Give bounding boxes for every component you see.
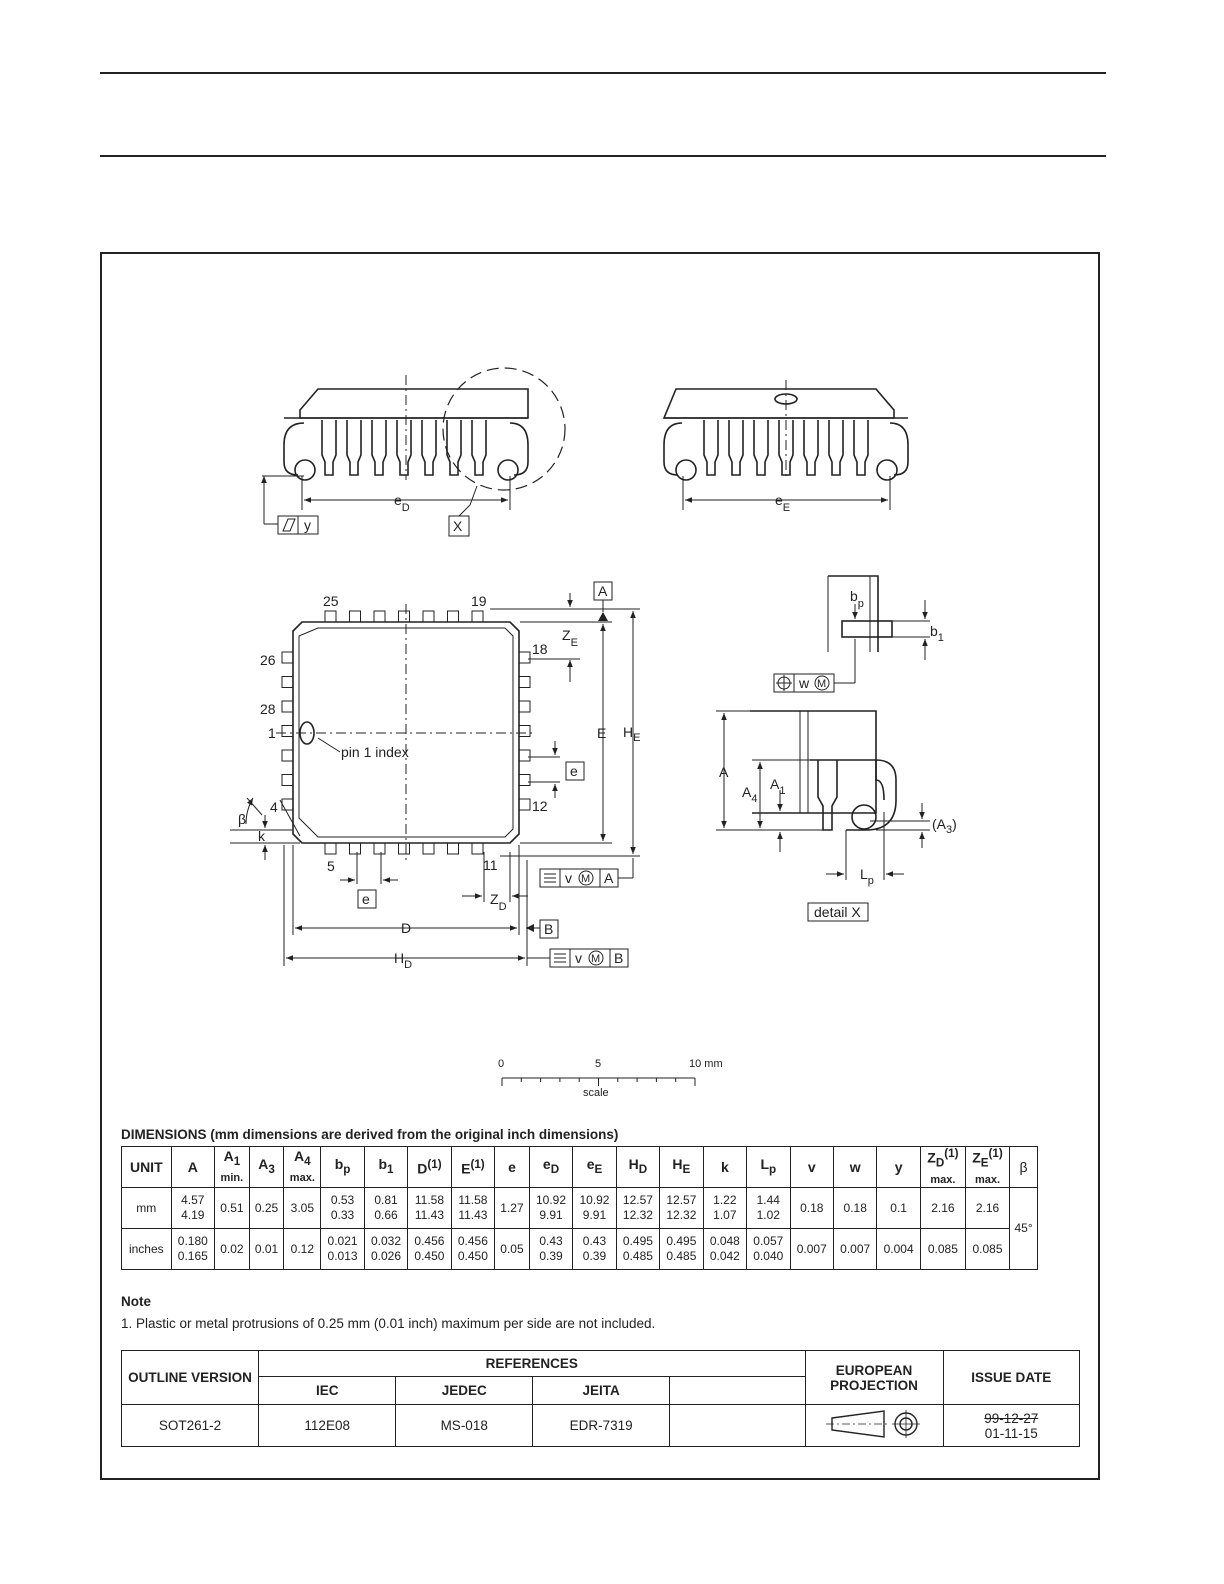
pin-28-label: 28: [260, 701, 276, 717]
svg-text:10 mm: 10 mm: [689, 1058, 723, 1070]
package-lead: [397, 420, 411, 475]
pin-top: [448, 611, 459, 622]
ZD-label: $Z_D$: [490, 891, 507, 913]
pin-left: [282, 652, 293, 663]
pin-top: [350, 611, 361, 622]
dimensions-inches-row: inches 0.180 0.165 0.02 0.01 0.12 0.021 0.013 0.032 0.026 0.456 0.450 0.456 0.450 0.05 0.43 0.39 0.43 0.39 0.495 0.485 0.495 0.485 0.048 0.042 0.057 0.040 0.007 0.007 0.004 0.085 0.085: [122, 1229, 1038, 1270]
A4-label: $A_4$: [742, 784, 758, 805]
package-lead: [372, 420, 386, 475]
package-lead: [472, 420, 486, 475]
beta-value: 45°: [1010, 1188, 1038, 1270]
svg-text:v: v: [575, 950, 582, 966]
pitch-e-box-right: e: [570, 763, 578, 779]
pin-bottom: [374, 843, 385, 854]
svg-text:M: M: [581, 873, 591, 885]
k-label: k: [258, 828, 265, 844]
svg-text:scale: scale: [583, 1087, 609, 1099]
svg-text:A: A: [604, 870, 614, 886]
pin-bottom: [448, 843, 459, 854]
eD-label: $e_D$: [394, 492, 410, 514]
eE-label: $e_E$: [775, 492, 791, 514]
dimensions-header-row: UNIT A $A_1$ min. $A_3$ $A_4$ max. $b_p$ $b_1$ $D^{(1)}$ $E^{(1)}$ e $e_D$ $e_E$ $H_D$ $H_E$ k $L_p$ v w y $Z_D^{(1)}$ max. $Z_E^{(1)}$ max. β: [122, 1147, 1038, 1188]
dimensions-table: [121, 1146, 1038, 1270]
issue-date-new: 01-11-15: [984, 1425, 1038, 1441]
package-lead: [704, 420, 718, 475]
package-lead: [854, 420, 868, 475]
detail-x-label: detail X: [814, 904, 861, 920]
pin-25-label: 25: [323, 593, 339, 609]
svg-text:0: 0: [498, 1058, 505, 1070]
references-table: OUTLINE VERSION REFERENCES EUROPEAN PROJECTION ISSUE DATE IEC JEDEC JEITA SOT261-2 112E08 MS-018 EDR-7319 99-12-27 01-11-15: [121, 1350, 1080, 1447]
E-dimension-label: E: [597, 725, 607, 741]
ZE-label: $Z_E$: [562, 627, 578, 649]
A-dimension-label: A: [719, 764, 729, 780]
svg-text:M: M: [817, 678, 827, 690]
pin-right: [519, 775, 530, 786]
b1-label: $b_1$: [930, 623, 944, 644]
D-dimension-label: D: [401, 920, 412, 936]
pin-right: [519, 677, 530, 688]
pin-top: [472, 611, 483, 622]
pin-left: [282, 701, 293, 712]
datum-a-box: A: [598, 583, 608, 599]
pin-right: [519, 726, 530, 737]
svg-text:w: w: [799, 675, 810, 691]
pin-11-label: 11: [483, 857, 498, 873]
y-label: y: [304, 517, 311, 533]
pin-top: [423, 611, 434, 622]
package-lead: [729, 420, 743, 475]
top-view: [230, 582, 640, 971]
Lp-label: $L_p$: [860, 866, 874, 887]
pin-bottom: [423, 843, 434, 854]
pin-1-label: 1: [268, 725, 276, 741]
pin-right: [519, 750, 530, 761]
pitch-e-box-bottom: e: [362, 891, 370, 907]
pin-4-label: 4: [270, 799, 278, 815]
detail-x-callout: X: [453, 518, 463, 534]
pin-26-label: 26: [260, 652, 276, 668]
package-lead: [804, 420, 818, 475]
references-row: SOT261-2 112E08 MS-018 EDR-7319 99-12-27 01-11-15: [122, 1405, 1080, 1447]
pin-top: [399, 611, 410, 622]
A1-label: $A_1$: [770, 776, 786, 797]
pin-top: [374, 611, 385, 622]
datum-b-box: B: [544, 921, 554, 937]
projection-symbol-icon: [824, 1406, 924, 1442]
side-view-left: [262, 368, 565, 536]
issue-date-old: 99-12-27: [984, 1410, 1039, 1426]
pin-right: [519, 799, 530, 810]
dimensions-mm-row: mm 4.57 4.19 0.51 0.25 3.05 0.53 0.33 0.81 0.66 11.58 11.43 11.58 11.43 1.27 10.92 9.91 10.92 9.91 12.57 12.32 12.57 12.32 1.22 1.07 1.44 1.02 0.18 0.18 0.1 2.16 2.16 45°: [122, 1188, 1038, 1229]
svg-text:5: 5: [595, 1058, 602, 1070]
pin-left: [282, 750, 293, 761]
svg-text:v: v: [565, 870, 572, 886]
pin-5-label: 5: [327, 858, 335, 874]
package-lead: [422, 420, 436, 475]
note-title: Note: [121, 1294, 151, 1309]
pin-1-index-label: pin 1 index: [341, 744, 409, 760]
outline-version-header: OUTLINE VERSION: [122, 1351, 259, 1405]
HD-dimension-label: $H_D$: [394, 950, 413, 971]
bp-label: $b_p$: [850, 588, 864, 610]
pin-left: [282, 799, 293, 810]
beta-label: β: [238, 811, 247, 827]
european-projection-header: EUROPEAN PROJECTION: [805, 1351, 943, 1405]
flatness-icon: [283, 519, 295, 531]
pin-bottom: [325, 843, 336, 854]
side-view-right: [664, 380, 908, 514]
detail-x-view: [716, 711, 957, 921]
package-lead: [447, 420, 461, 475]
pin-19-label: 19: [471, 593, 487, 609]
pin-18-label: 18: [532, 641, 548, 657]
dimensions-title: DIMENSIONS (mm dimensions are derived from the original inch dimensions): [121, 1127, 619, 1142]
pin-left: [282, 775, 293, 786]
A3-label: $(A_3)$: [932, 816, 957, 836]
note-text: 1. Plastic or metal protrusions of 0.25 mm (0.01 inch) maximum per side are not included.: [121, 1316, 656, 1331]
svg-text:B: B: [614, 950, 624, 966]
package-lead: [754, 420, 768, 475]
references-header: REFERENCES: [258, 1351, 805, 1377]
package-lead: [829, 420, 843, 475]
package-lead: [347, 420, 361, 475]
lead-width-detail: [774, 576, 944, 692]
pin-bottom: [350, 843, 361, 854]
issue-date-header: ISSUE DATE: [943, 1351, 1079, 1405]
pin-bottom: [399, 843, 410, 854]
pin-left: [282, 677, 293, 688]
pin-right: [519, 652, 530, 663]
pin-top: [325, 611, 336, 622]
HE-dimension-label: $H_E$: [623, 724, 641, 744]
pin-right: [519, 701, 530, 712]
pin-12-label: 12: [532, 798, 548, 814]
svg-text:M: M: [591, 953, 601, 965]
pin-left: [282, 726, 293, 737]
scale-bar: [498, 1058, 723, 1099]
pin-bottom: [472, 843, 483, 854]
package-lead: [322, 420, 336, 475]
